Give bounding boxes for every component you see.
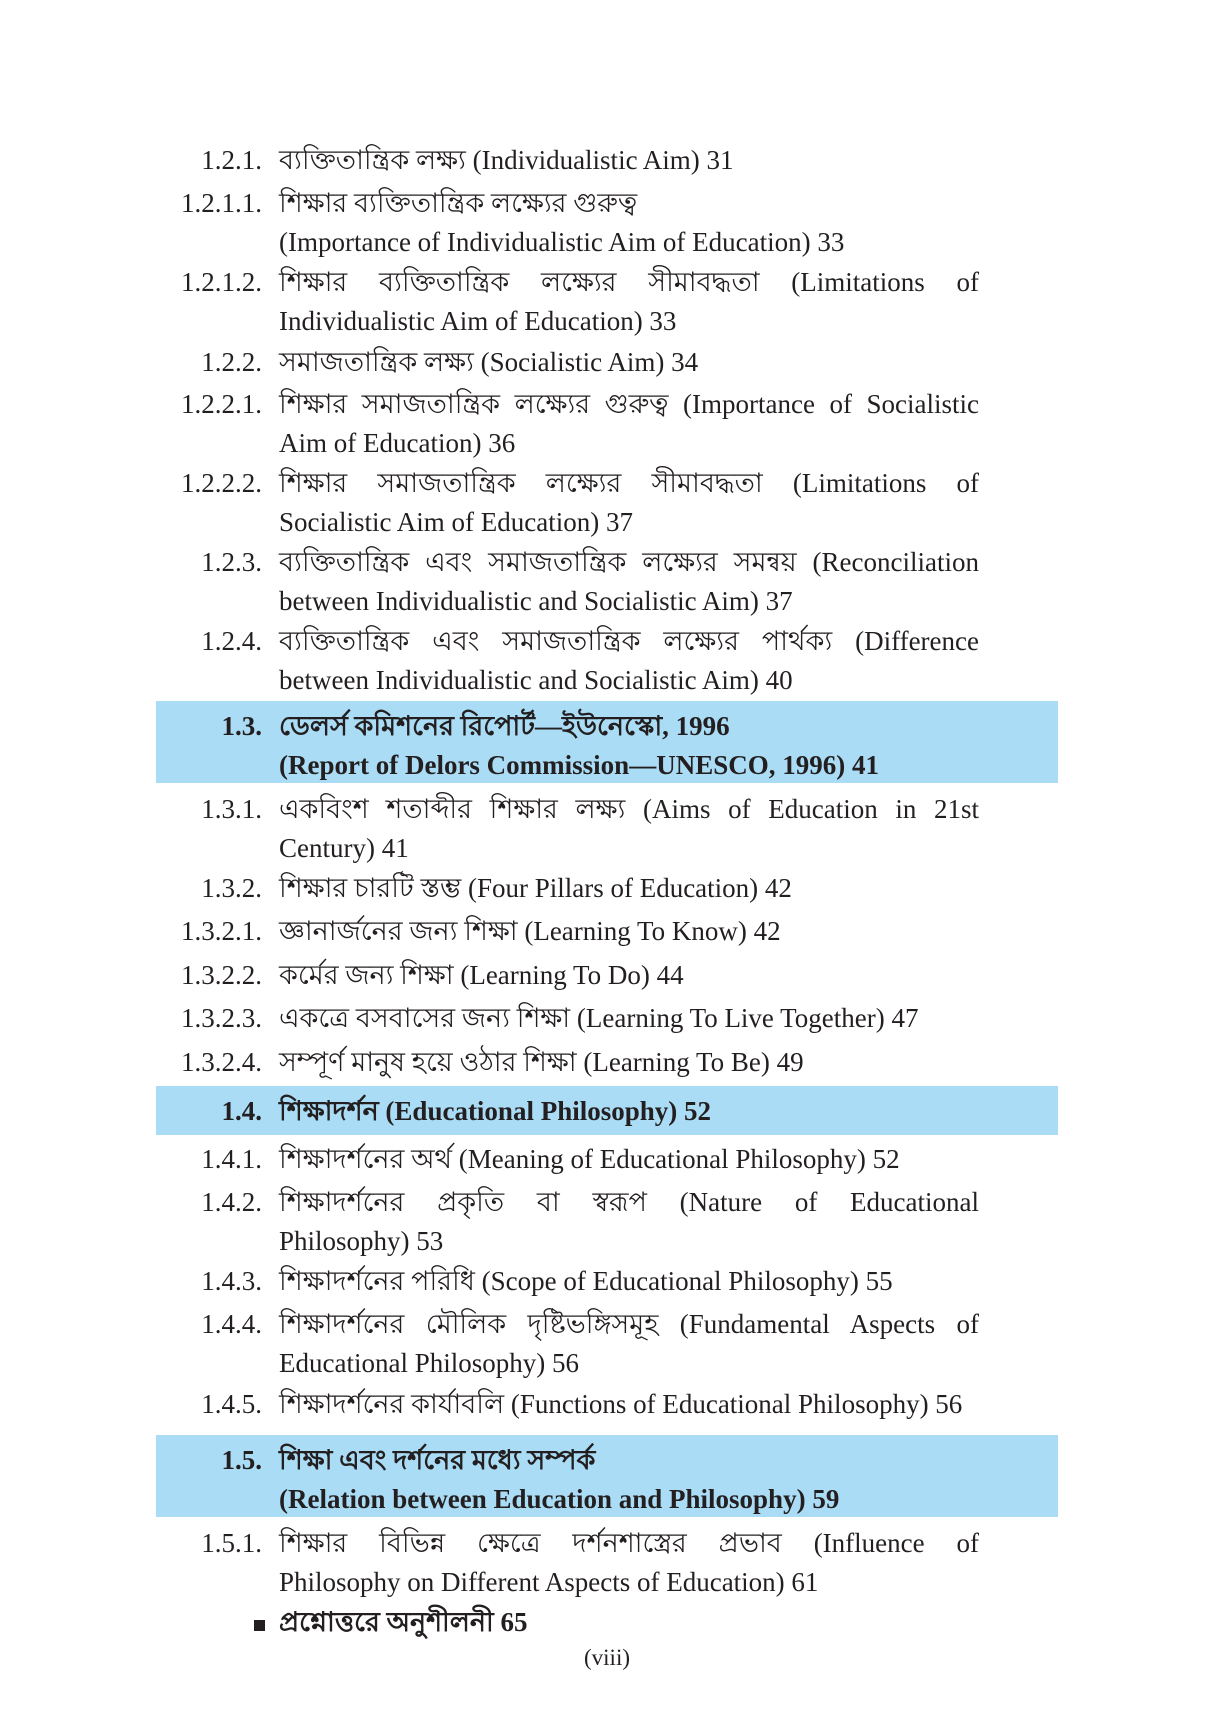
entry-line: সমাজতান্ত্রিক লক্ষ্য (Socialistic Aim) 34 [279, 347, 699, 377]
entry-number: 1.4.2. [201, 1187, 262, 1217]
entry-number: 1.4.4. [201, 1309, 262, 1339]
entry-line: Educational Philosophy) 56 [279, 1348, 579, 1378]
entry-title [279, 543, 979, 621]
entry-line: শিক্ষাদর্শনের অর্থ (Meaning of Educational Philosophy) 52 [279, 1144, 900, 1174]
entry-title [279, 869, 979, 908]
entry-title [279, 1183, 979, 1261]
entry-number: 1.2.2.1. [181, 389, 262, 419]
entry-number: 1.2.3. [201, 547, 262, 577]
entry-title [279, 464, 979, 542]
entry-number: 1.3.2.4. [181, 1047, 262, 1077]
entry-line: জ্ঞানার্জনের জন্য শিক্ষা (Learning To Know) 42 [279, 916, 781, 946]
entry-number: 1.2.2.2. [181, 468, 262, 498]
entry-line: একবিংশ শতাব্দীর শিক্ষার লক্ষ্য (Aims of Education in 21st [279, 794, 979, 824]
entry-title [279, 912, 979, 951]
entry-title [279, 999, 979, 1038]
entry-title [279, 1305, 979, 1383]
section-line: শিক্ষা এবং দর্শনের মধ্যে সম্পর্ক [279, 1445, 596, 1475]
entry-title [279, 263, 979, 341]
entry-title [279, 343, 979, 382]
entry-title [279, 1524, 979, 1602]
page-number: (viii) [584, 1645, 630, 1670]
entry-number: 1.2.2. [201, 347, 262, 377]
section-number: 1.5. [221, 1445, 262, 1475]
entry-line: (Importance of Individualistic Aim of Education) 33 [279, 227, 845, 257]
exercise-title [279, 1603, 979, 1642]
entry-title [279, 622, 979, 700]
entry-line: শিক্ষার ব্যক্তিতান্ত্রিক লক্ষ্যের সীমাবদ্ধতা (Limitations of [279, 267, 979, 297]
entry-title [279, 184, 979, 262]
entry-number: 1.2.4. [201, 626, 262, 656]
section-title [279, 1092, 979, 1131]
entry-number: 1.3.1. [201, 794, 262, 824]
entry-line: between Individualistic and Socialistic Aim) 37 [279, 586, 793, 616]
entry-line: কর্মের জন্য শিক্ষা (Learning To Do) 44 [279, 960, 684, 990]
entry-title [279, 1043, 979, 1082]
entry-line: শিক্ষার সমাজতান্ত্রিক লক্ষ্যের গুরুত্ব (Importance of Socialistic [279, 389, 979, 419]
entry-title [279, 1385, 979, 1424]
entry-number: 1.3.2.2. [181, 960, 262, 990]
entry-line: ব্যক্তিতান্ত্রিক এবং সমাজতান্ত্রিক লক্ষ্যের পার্থক্য (Difference [279, 626, 979, 656]
entry-line: Philosophy) 53 [279, 1226, 444, 1256]
entry-line: শিক্ষাদর্শনের মৌলিক দৃষ্টিভঙ্গিসমূহ (Fundamental Aspects of [279, 1309, 979, 1339]
section-line: (Relation between Education and Philosophy) 59 [279, 1484, 840, 1514]
entry-line: Philosophy on Different Aspects of Education) 61 [279, 1567, 819, 1597]
entry-line: শিক্ষাদর্শনের কার্যাবলি (Functions of Educational Philosophy) 56 [279, 1389, 963, 1419]
entry-number: 1.3.2.1. [181, 916, 262, 946]
entry-number: 1.4.5. [201, 1389, 262, 1419]
entry-number: 1.3.2.3. [181, 1003, 262, 1033]
entry-line: Century) 41 [279, 833, 409, 863]
entry-title [279, 956, 979, 995]
entry-number: 1.5.1. [201, 1528, 262, 1558]
entry-line: শিক্ষার ব্যক্তিতান্ত্রিক লক্ষ্যের গুরুত্ব [279, 188, 638, 218]
entry-title [279, 1262, 979, 1301]
entry-title [279, 385, 979, 463]
section-line: ডেলর্স কমিশনের রিপোর্ট—ইউনেস্কো, 1996 [279, 711, 730, 741]
entry-line: শিক্ষার চারটি স্তম্ভ (Four Pillars of Education) 42 [279, 873, 792, 903]
entry-line: শিক্ষার সমাজতান্ত্রিক লক্ষ্যের সীমাবদ্ধতা (Limitations of [279, 468, 979, 498]
section-title [279, 1441, 979, 1519]
entry-title [279, 790, 979, 868]
entry-number: 1.4.1. [201, 1144, 262, 1174]
entry-line: Aim of Education) 36 [279, 428, 516, 458]
entry-number: 1.3.2. [201, 873, 262, 903]
section-number: 1.3. [221, 711, 262, 741]
entry-line: ব্যক্তিতান্ত্রিক লক্ষ্য (Individualistic Aim) 31 [279, 145, 734, 175]
section-line: শিক্ষাদর্শন (Educational Philosophy) 52 [279, 1096, 711, 1126]
section-number: 1.4. [221, 1096, 262, 1126]
entry-line: সম্পূর্ণ মানুষ হয়ে ওঠার শিক্ষা (Learning To Be) 49 [279, 1047, 804, 1077]
entry-line: ব্যক্তিতান্ত্রিক এবং সমাজতান্ত্রিক লক্ষ্যের সমন্বয় (Reconciliation [279, 547, 979, 577]
entry-title [279, 141, 979, 180]
entry-number: 1.2.1.1. [181, 188, 262, 218]
entry-number: 1.2.1. [201, 145, 262, 175]
entry-line: শিক্ষার বিভিন্ন ক্ষেত্রে দর্শনশাস্ত্রের প্রভাব (Influence of [279, 1528, 979, 1558]
entry-line: Socialistic Aim of Education) 37 [279, 507, 633, 537]
section-title [279, 707, 979, 785]
entry-line: শিক্ষাদর্শনের পরিধি (Scope of Educational Philosophy) 55 [279, 1266, 893, 1296]
exercise-label: প্রশ্নোত্তরে অনুশীলনী 65 [279, 1607, 528, 1637]
entry-title [279, 1140, 979, 1179]
entry-line: Individualistic Aim of Education) 33 [279, 306, 677, 336]
entry-number: 1.4.3. [201, 1266, 262, 1296]
entry-line: শিক্ষাদর্শনের প্রকৃতি বা স্বরূপ (Nature of Educational [279, 1187, 979, 1217]
section-line: (Report of Delors Commission—UNESCO, 1996) 41 [279, 750, 879, 780]
entry-line: between Individualistic and Socialistic Aim) 40 [279, 665, 793, 695]
entry-number: 1.2.1.2. [181, 267, 262, 297]
entry-line: একত্রে বসবাসের জন্য শিক্ষা (Learning To Live Together) 47 [279, 1003, 919, 1033]
square-bullet-icon [254, 1620, 265, 1631]
